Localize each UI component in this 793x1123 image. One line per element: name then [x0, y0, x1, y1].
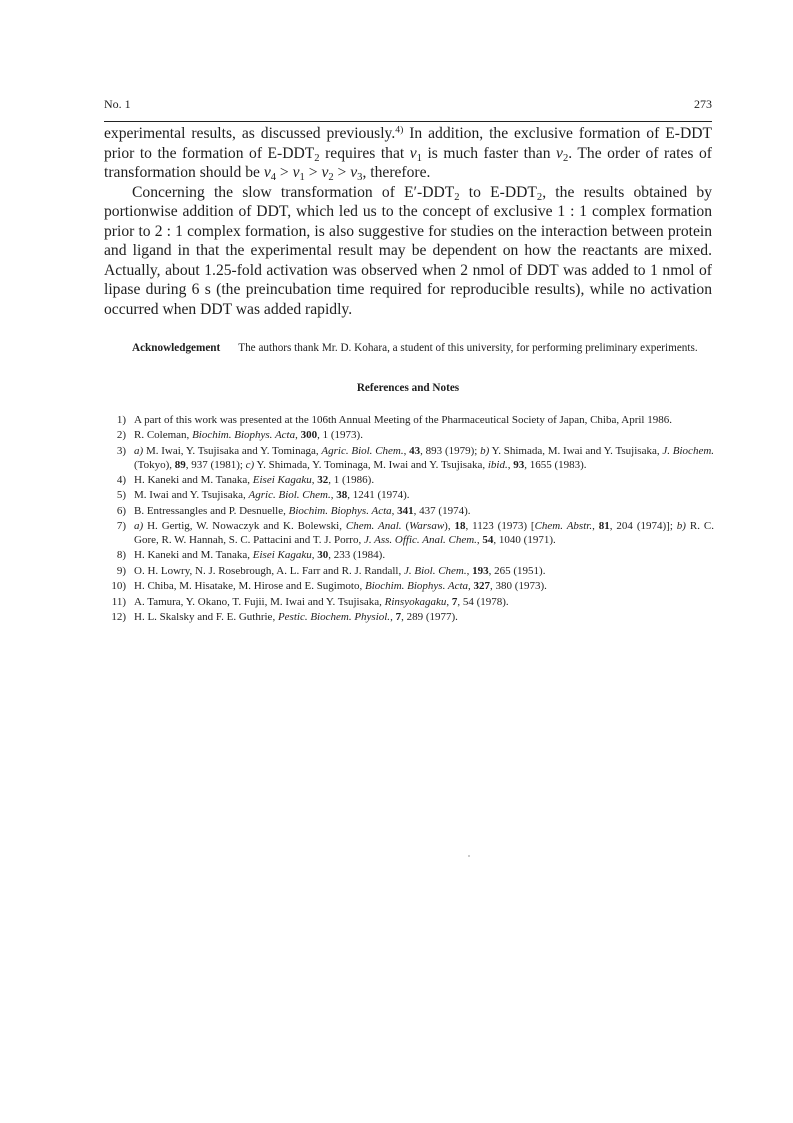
- reference-italic-text: Chem. Anal.: [345, 520, 402, 533]
- p1-text-a: experimental results, as discussed previously.: [104, 125, 396, 142]
- reference-number: 4): [116, 473, 126, 486]
- p2-text-b: to E-DDT: [459, 183, 537, 201]
- reference-item: [104, 474, 714, 488]
- reference-text: , 54 (1978).: [457, 595, 509, 608]
- reference-italic-text: J. Biol. Chem.: [403, 564, 467, 577]
- rate-symbol: v: [321, 164, 329, 181]
- reference-text: R. C. Gore, R. W. Hannah, S. C. Pattacini and T. J. Porro,: [134, 520, 714, 546]
- reference-number: 2): [116, 429, 126, 442]
- p1-text-c: requires that: [319, 144, 410, 162]
- reference-italic-text: Eisei Kagaku: [252, 473, 312, 486]
- reference-text: , 289 (1977).: [401, 610, 458, 623]
- reference-text: ,: [311, 549, 318, 562]
- reference-number: 8): [116, 549, 126, 562]
- reference-item: [104, 429, 714, 443]
- reference-text: ,: [403, 444, 410, 457]
- reference-item: [104, 505, 714, 519]
- reference-volume: 89: [174, 458, 186, 471]
- reference-number: 7): [116, 520, 126, 533]
- reference-italic-text: Pestic. Biochem. Physiol.: [277, 610, 391, 623]
- reference-text: ,: [311, 473, 318, 486]
- reference-text: H. Kaneki and M. Tanaka,: [134, 473, 253, 486]
- reference-number: 3): [116, 444, 126, 457]
- rate-symbol: v: [556, 144, 563, 162]
- p2-text-a: Concerning the slow transformation of E′-DDT: [132, 183, 455, 201]
- reference-text: (Tokyo),: [134, 458, 175, 471]
- reference-text: ,: [468, 580, 474, 593]
- reference-text: , 1 (1973).: [317, 429, 363, 442]
- reference-text: ,: [466, 564, 473, 577]
- greater-than: >: [333, 164, 351, 181]
- reference-number: 10): [111, 580, 126, 593]
- reference-italic-text: J. Biochem.: [662, 444, 715, 457]
- reference-text: ,: [330, 489, 337, 502]
- acknowledgement-section: [104, 340, 712, 357]
- acknowledgement-text: The authors thank Mr. D. Kohara, a student of this university, for performing preliminary experiments.: [238, 342, 698, 354]
- reference-volume: 54: [482, 533, 494, 546]
- reference-volume: 7: [395, 610, 402, 623]
- page-number: 273: [694, 97, 712, 111]
- reference-text: Y. Shimada, Y. Tominaga, M. Iwai and Y. Tsujisaka,: [254, 458, 488, 471]
- paragraph-1: [104, 124, 712, 183]
- subscript: 1: [416, 152, 422, 164]
- reference-number: 9): [116, 564, 126, 577]
- reference-text: , 1123 (1973) [: [465, 520, 535, 533]
- reference-item: [104, 611, 714, 625]
- subscript: 2: [454, 191, 460, 203]
- reference-text: , 1040 (1971).: [493, 533, 556, 546]
- subscript: 2: [314, 152, 320, 164]
- p1-text-e: . The order of rates of transformation should be: [104, 144, 712, 181]
- reference-text: , 380 (1973).: [490, 580, 547, 593]
- reference-italic-text: Warsaw: [409, 520, 445, 533]
- reference-number: 11): [111, 595, 126, 608]
- reference-text: , 893 (1979);: [420, 444, 481, 457]
- reference-number: 5): [116, 489, 126, 502]
- reference-text: B. Entressangles and P. Desnuelle,: [134, 504, 289, 517]
- reference-text: M. Iwai and Y. Tsujisaka,: [134, 489, 249, 502]
- reference-volume: 7: [451, 595, 458, 608]
- acknowledgement-heading: Acknowledgement: [132, 342, 221, 354]
- reference-italic-text: b): [480, 444, 490, 457]
- greater-than: >: [276, 164, 293, 181]
- reference-italic-text: c): [245, 458, 255, 471]
- subscript: 2: [536, 191, 543, 203]
- rate-symbol: v: [292, 164, 300, 181]
- reference-text: M. Iwai, Y. Tsujisaka and Y. Tominaga,: [143, 444, 322, 457]
- reference-italic-text: Agric. Biol. Chem.: [321, 444, 404, 457]
- reference-volume: 18: [454, 520, 466, 533]
- running-header: [104, 97, 712, 113]
- reference-italic-text: Agric. Biol. Chem.: [248, 489, 331, 502]
- reference-item: [104, 549, 714, 563]
- subscript: 4: [270, 171, 277, 183]
- reference-volume: 93: [513, 458, 525, 471]
- subscript: 1: [299, 171, 305, 183]
- reference-number: 12): [111, 610, 126, 623]
- scan-speck: [468, 855, 470, 857]
- reference-volume: 32: [317, 473, 329, 486]
- header-rule: [104, 121, 712, 122]
- reference-volume: 300: [300, 429, 318, 442]
- subscript: 3: [357, 171, 363, 183]
- reference-italic-text: Biochim. Biophys. Acta: [192, 429, 296, 442]
- reference-text: , 265 (1951).: [488, 564, 546, 577]
- reference-item: [104, 445, 714, 473]
- reference-text: A. Tamura, Y. Okano, T. Fujii, M. Iwai and Y. Tsujisaka,: [134, 595, 385, 608]
- reference-number: 6): [116, 504, 126, 517]
- reference-text: ),: [444, 520, 455, 533]
- references-heading: References and Notes: [356, 382, 460, 394]
- reference-volume: 38: [336, 489, 348, 502]
- paragraph-2: [104, 183, 712, 320]
- reference-text: A part of this work was presented at the 106th Annual Meeting of the Pharmaceutical Society of Japan, Chiba, April 1986.: [134, 414, 672, 426]
- reference-text: ,: [390, 610, 396, 623]
- reference-italic-text: ibid.: [487, 458, 508, 471]
- reference-italic-text: Chem. Abstr.: [534, 520, 593, 533]
- reference-text: R. Coleman,: [134, 429, 193, 442]
- reference-text: , 937 (1981);: [185, 458, 246, 471]
- reference-text: , 204 (1974)];: [609, 520, 677, 533]
- reference-text: , 1 (1986).: [328, 473, 375, 486]
- reference-volume: 30: [317, 549, 329, 562]
- reference-italic-text: b): [676, 520, 686, 533]
- rate-symbol: v: [263, 164, 271, 181]
- reference-text: , 1655 (1983).: [524, 458, 587, 471]
- reference-text: Y. Shimada, M. Iwai and Y. Tsujisaka,: [489, 444, 663, 457]
- reference-text: ,: [295, 429, 301, 442]
- rate-symbol: v: [409, 144, 417, 162]
- reference-item: [104, 596, 714, 610]
- rate-symbol: v: [350, 164, 358, 181]
- reference-volume: 193: [472, 564, 489, 577]
- reference-number: 1): [116, 414, 126, 426]
- reference-text: ,: [391, 504, 398, 517]
- p1-text-d: is much faster than: [421, 144, 557, 162]
- reference-item: [104, 565, 714, 579]
- reference-italic-text: a): [134, 520, 144, 533]
- reference-text: ,: [446, 595, 452, 608]
- reference-item: [104, 520, 714, 548]
- reference-item: [104, 489, 714, 503]
- body-text: [104, 124, 712, 319]
- reference-text: H. Kaneki and M. Tanaka,: [134, 549, 253, 562]
- reference-item: [104, 414, 714, 428]
- reference-italic-text: Eisei Kagaku: [252, 549, 312, 562]
- subscript: 2: [562, 152, 569, 164]
- p1-text-b: In addition, the exclusive formation of E-DDT prior to the formation of E-DDT: [104, 125, 712, 162]
- journal-issue: No. 1: [104, 97, 131, 111]
- reference-italic-text: J. Ass. Offic. Anal. Chem.: [363, 533, 477, 546]
- reference-volume: 341: [397, 504, 414, 517]
- reference-text: , 437 (1974).: [413, 504, 471, 517]
- references-list: [104, 414, 714, 626]
- reference-text: ,: [507, 458, 514, 471]
- reference-text: H. Gertig, W. Nowaczyk and K. Bolewski,: [143, 520, 346, 533]
- reference-item: [104, 580, 714, 594]
- reference-text: ,: [476, 533, 483, 546]
- reference-text: ,: [592, 520, 599, 533]
- citation-4: 4): [395, 124, 404, 136]
- reference-italic-text: Biochim. Biophys. Acta: [364, 580, 469, 593]
- reference-volume: 327: [473, 580, 491, 593]
- reference-italic-text: Rinsyokagaku: [384, 595, 447, 608]
- reference-italic-text: a): [134, 444, 144, 457]
- reference-text: , 233 (1984).: [328, 549, 386, 562]
- reference-text: H. Chiba, M. Hisatake, M. Hirose and E. Sugimoto,: [134, 580, 365, 593]
- p1-text-f: , therefore.: [362, 164, 431, 181]
- reference-text: (: [401, 520, 410, 533]
- reference-text: , 1241 (1974).: [347, 489, 410, 502]
- reference-volume: 81: [598, 520, 610, 533]
- reference-italic-text: Biochim. Biophys. Acta: [288, 504, 392, 517]
- reference-text: O. H. Lowry, N. J. Rosebrough, A. L. Farr and R. J. Randall,: [134, 564, 404, 577]
- reference-text: H. L. Skalsky and F. E. Guthrie,: [134, 610, 278, 623]
- greater-than: >: [304, 164, 322, 181]
- p2-text-c: , the results obtained by portionwise addition of DDT, which led us to the concept of exclusive 1 : 1 complex formation prior to 2 : 1 complex formation, is also suggestive for studies on the interaction between protein and ligand in that the experimental result may be dependent on how the reactants are mixed. Actually, about 1.25-fold activation was observed when 2 nmol of DDT was added to 1 nmol of lipase during 6 s (the preincubation time required for reproducible results), while no activation occurred when DDT was added rapidly.: [104, 183, 712, 318]
- subscript: 2: [328, 171, 334, 183]
- reference-volume: 43: [409, 444, 421, 457]
